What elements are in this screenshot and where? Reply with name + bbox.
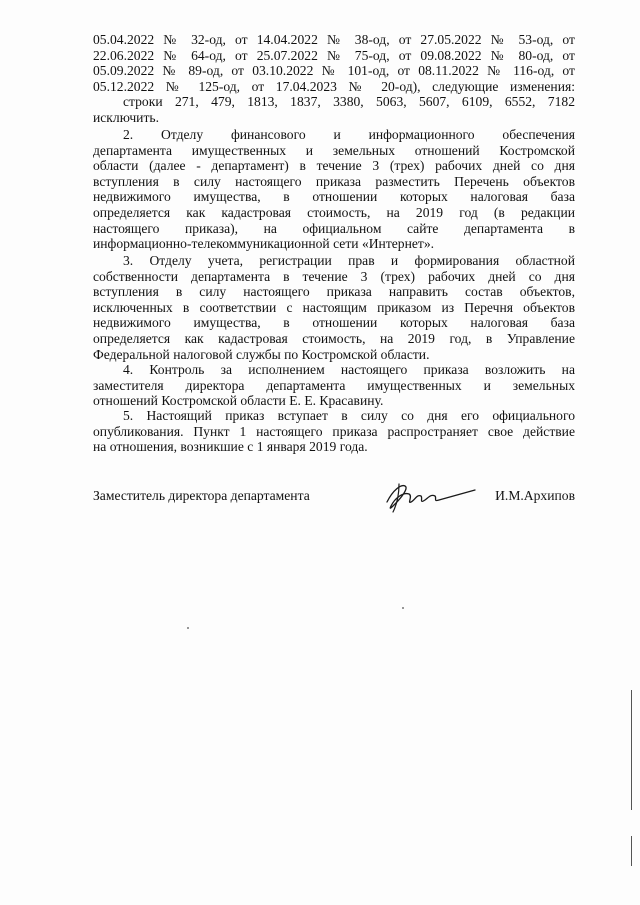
- text-line: на отношения, возникшие с 1 января 2019 года.: [93, 439, 368, 455]
- text-line: 4. Контроль за исполнением настоящего приказа возложить на: [123, 362, 575, 377]
- text-line: 05.12.2022 № 125-од, от 17.04.2023 № 20-од), следующие изменения:: [93, 78, 575, 94]
- text-line: исключить.: [93, 109, 159, 125]
- text-line: области (далее - департамент) в течение 3 (трех) рабочих дней со дня: [93, 158, 575, 174]
- text-line: 3. Отделу учета, регистрации прав и формирования областной: [123, 253, 575, 268]
- text-line: 05.09.2022 № 89-од, от 03.10.2022 № 101-од, от 08.11.2022 № 116-од, от: [93, 63, 575, 79]
- text-line: 2. Отделу финансового и информационного обеспечения: [123, 127, 575, 142]
- text-line: определяется как кадастровая стоимость, на 2019 год, в Управление: [93, 330, 575, 346]
- signature-block: [93, 488, 575, 508]
- text-line: 05.04.2022 № 32-од, от 14.04.2022 № 38-од, от 27.05.2022 № 53-од, от: [93, 32, 575, 47]
- signatory-name: И.М.Архипов: [495, 488, 575, 503]
- text-line: 5. Настоящий приказ вступает в силу со дня его официального: [123, 408, 575, 423]
- paragraph-2: [93, 127, 575, 252]
- text-line: 22.06.2022 № 64-од, от 25.07.2022 № 75-од, от 09.08.2022 № 80-од, от: [93, 47, 575, 63]
- text-line: вступления в силу настоящего приказа направить состав объектов,: [93, 284, 575, 300]
- text-line: строки 271, 479, 1813, 1837, 3380, 5063, 5607, 6109, 6552, 7182: [123, 94, 575, 110]
- text-line: департамента имущественных и земельных отношений Костромской: [93, 142, 575, 158]
- text-line: Федеральной налоговой службы по Костромской области.: [93, 346, 430, 362]
- text-line: исключенных в соответствии с настоящим приказом из Перечня объектов: [93, 299, 575, 315]
- text-line: отношений Костромской области Е. Е. Красавину.: [93, 393, 384, 409]
- signatory-title: Заместитель директора департамента: [93, 488, 310, 503]
- text-line: настоящего приказа), на официальном сайте департамента в: [93, 220, 575, 236]
- text-line: собственности департамента в течение 3 (трех) рабочих дней со дня: [93, 268, 575, 284]
- paragraph-4: [93, 362, 575, 409]
- scan-margin-line: [631, 690, 632, 810]
- scan-speck: [402, 607, 404, 609]
- text-line: опубликования. Пункт 1 настоящего приказа распространяет свое действие: [93, 423, 575, 439]
- paragraph-5: [93, 408, 575, 455]
- paragraph-1-continuation: [93, 32, 575, 126]
- text-line: вступления в силу настоящего приказа разместить Перечень объектов: [93, 173, 575, 189]
- text-line: недвижимого имущества, в отношении которых налоговая база: [93, 315, 575, 331]
- text-line: недвижимого имущества, в отношении которых налоговая база: [93, 189, 575, 205]
- scan-speck: [187, 627, 189, 629]
- handwritten-signature-icon: [379, 480, 479, 514]
- paragraph-3: [93, 253, 575, 362]
- scan-margin-line: [631, 836, 632, 866]
- text-line: определяется как кадастровая стоимость, на 2019 год (в редакции: [93, 204, 575, 220]
- text-line: информационно-телекоммуникационной сети «Интернет».: [93, 236, 435, 252]
- text-line: заместителя директора департамента имущественных и земельных: [93, 377, 575, 393]
